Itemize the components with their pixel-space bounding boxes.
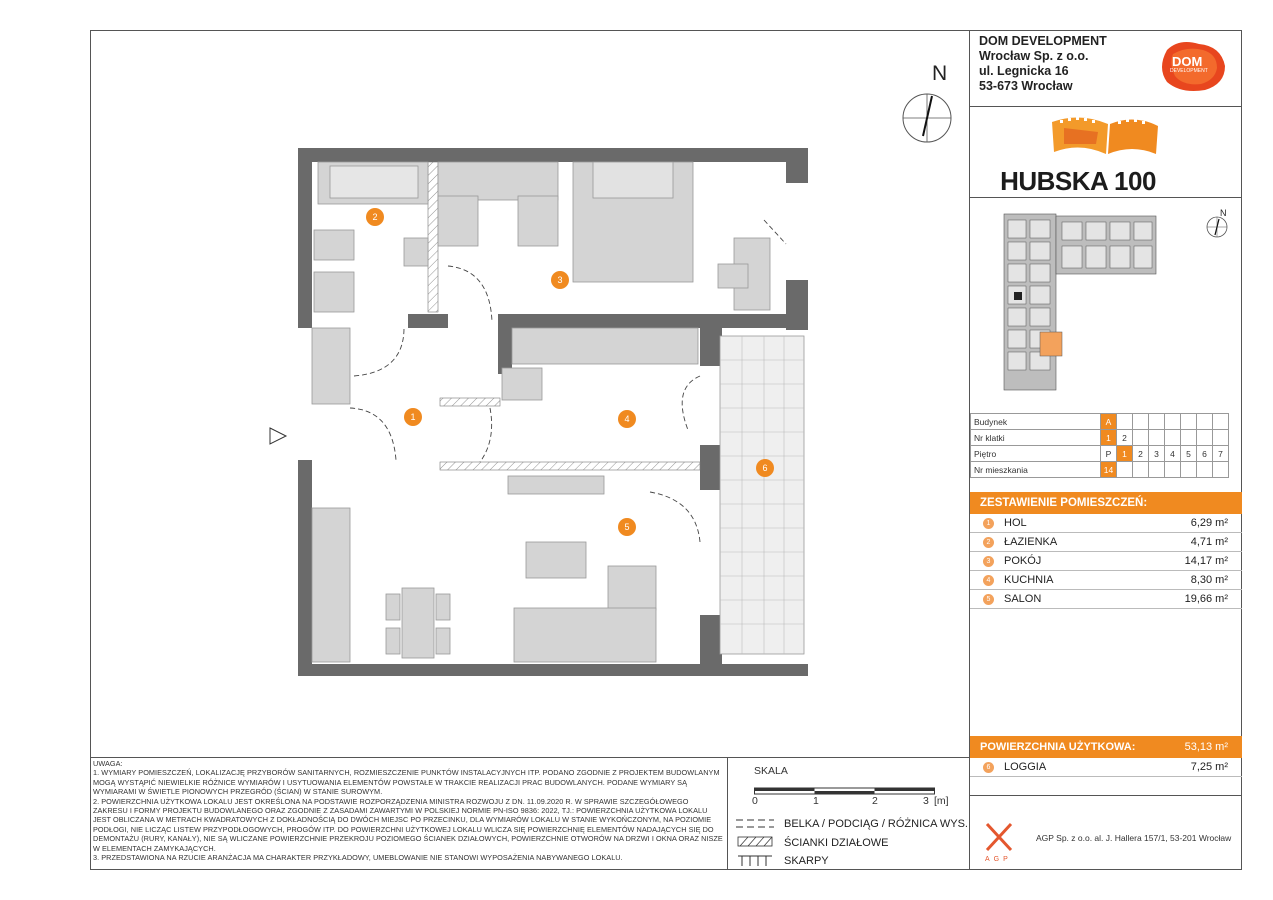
- room-number: 3: [983, 556, 994, 567]
- film-strip-graphic: [1050, 110, 1162, 160]
- room-number: 5: [983, 594, 994, 605]
- usable-area-label: POWIERZCHNIA UŻYTKOWA:: [980, 741, 1136, 753]
- legend-partition: ŚCIANKI DZIAŁOWE: [784, 837, 889, 849]
- building-row: [971, 414, 1229, 430]
- room-marker-2: 2: [366, 208, 384, 226]
- room-name: SALON: [1004, 593, 1042, 605]
- room-name: HOL: [1004, 517, 1027, 529]
- divider-title: [969, 197, 1242, 198]
- notes-block: [93, 759, 723, 862]
- loggia-area: 7,25 m²: [1190, 761, 1228, 773]
- loggia-row: [970, 758, 1242, 777]
- floor-value: 4: [1165, 446, 1181, 462]
- room-marker-5: 5: [618, 518, 636, 536]
- stairwell-row: [971, 430, 1229, 446]
- room-row: [970, 552, 1242, 571]
- room-number: 1: [983, 518, 994, 529]
- divider-agp: [969, 795, 1242, 796]
- note-3: 3. PRZEDSTAWIONA NA RZUCIE ARANŻACJA MA CHARAKTER PRZYKŁADOWY, UMEBLOWANIE NIE STANOWI WYPOSAŻENIA NABYWANEGO LOKALU.: [93, 853, 623, 863]
- loggia-number: 6: [983, 762, 994, 773]
- room-area: 19,66 m²: [1184, 593, 1228, 605]
- room-marker-4: 4: [618, 410, 636, 428]
- developer-street: ul. Legnicka 16: [979, 64, 1069, 78]
- legend-beam: BELKA / PODCIĄG / RÓŻNICA WYS.: [784, 818, 968, 830]
- developer-address: [979, 34, 1107, 94]
- room-area: 14,17 m²: [1184, 555, 1228, 567]
- agp-logo-icon: [985, 822, 1013, 852]
- floor-row: [971, 446, 1229, 462]
- floor-value: 1: [1117, 446, 1133, 462]
- logo-text: DOM: [1172, 54, 1203, 69]
- north-label: N: [932, 62, 948, 85]
- north-arrow-icon: [901, 92, 953, 144]
- north-label-small: N: [1220, 208, 1227, 218]
- stairwell-value-2: 2: [1117, 430, 1133, 446]
- room-marker-3: 3: [551, 271, 569, 289]
- floor-value: 2: [1133, 446, 1149, 462]
- room-number: 4: [983, 575, 994, 586]
- stairwell-value-1: 1: [1101, 430, 1117, 446]
- note-2: 2. POWIERZCHNIA UŻYTKOWA LOKALU JEST OKREŚLONA NA PODSTAWIE ROZPORZĄDZENIA MINISTRA ROZWOJU Z DN. 11.09.2020 R. W SPRAWIE SZCZEGÓŁOWEGO ZAKRESU I FORMY PROJEKTU BUDOWLANEGO ORAZ ZGODNIE Z ZASADAMI ZAWARTYMI W POLSKIEJ NORMIE PN-ISO 9836: 2022, TJ.: POWIERZCHNIA UŻYTKOWA LOKALU JEST OBLICZANA W METRACH KWADRATOWYCH Z DOKŁADNOŚCIĄ DO DWÓCH MIEJSC PO PRZECINKU, DLA WYMIARÓW LOKALU W STANIE WYKOŃCZONYM, NA POZIOMIE PODŁOGI, NIE LICZĄC LISTEW PRZYPODŁOGOWYCH, PROGÓW ITP. DO POWIERZCHNI UŻYTKOWEJ LOKALU WLICZA SIĘ POWIERZCHNIĘ ELEMENTÓW NADAJĄCYCH SIĘ DO DEMONTAŻU (RURY, KANAŁY), NIE SĄ WLICZANE POWIERZCHNIE PRZEKROJU POZIOMEGO ŚCIANEK DZIAŁOWYCH, POWIERZCHNIE OTWORÓW NA DRZWI I OKNA ORAZ NISZE W ELEMENTACH ZAMYKAJĄCYCH.: [93, 796, 723, 853]
- apartment-number-value: 14: [1101, 462, 1117, 478]
- room-name: KUCHNIA: [1004, 574, 1054, 586]
- room-name: ŁAZIENKA: [1004, 536, 1058, 548]
- apartment-number-label: Nr mieszkania: [971, 462, 1101, 478]
- apartment-number-row: [971, 462, 1229, 478]
- room-area: 8,30 m²: [1190, 574, 1228, 586]
- usable-area-total: [970, 736, 1242, 758]
- floor-value: 7: [1213, 446, 1229, 462]
- project-title: HUBSKA 100: [1000, 166, 1156, 196]
- floor-value: 5: [1181, 446, 1197, 462]
- notes-title: UWAGA:: [93, 759, 123, 768]
- room-row: [970, 533, 1242, 552]
- room-row: [970, 590, 1242, 609]
- agp-address: AGP Sp. z o.o. al. J. Hallera 157/1, 53-201 Wrocław: [1036, 833, 1232, 843]
- agp-logo-text: AGP: [985, 856, 1012, 863]
- scale-tick: 3: [923, 795, 929, 807]
- scale-unit: [m]: [934, 795, 949, 807]
- logo-subtext: DEVELOPMENT: [1170, 68, 1208, 74]
- divider-legend: [727, 757, 728, 870]
- room-marker-1: 1: [404, 408, 422, 426]
- scale-label: SKALA: [754, 765, 788, 777]
- scale-tick: 2: [872, 795, 878, 807]
- room-area: 6,29 m²: [1190, 517, 1228, 529]
- room-area: 4,71 m²: [1190, 536, 1228, 548]
- developer-city: 53-673 Wrocław: [979, 79, 1073, 93]
- divider-notes: [90, 757, 970, 758]
- building-value: A: [1101, 414, 1117, 430]
- floor-value: 6: [1197, 446, 1213, 462]
- room-marker-6: 6: [756, 459, 774, 477]
- scale-tick: 0: [752, 795, 758, 807]
- loggia-name: LOGGIA: [1004, 761, 1047, 773]
- scale-bar: [754, 786, 938, 796]
- room-row: [970, 571, 1242, 590]
- room-row: [970, 514, 1242, 533]
- scale-tick: 1: [813, 795, 819, 807]
- north-arrow-small-icon: [1206, 216, 1228, 238]
- floor-value: 3: [1149, 446, 1165, 462]
- developer-company: Wrocław Sp. z o.o.: [979, 49, 1089, 63]
- building-key-plan: [1000, 206, 1170, 402]
- legend-symbols: [736, 818, 776, 870]
- apartment-info-table: [970, 413, 1229, 478]
- stairwell-label: Nr klatki: [971, 430, 1101, 446]
- room-name: POKÓJ: [1004, 555, 1042, 567]
- rooms-heading: ZESTAWIENIE POMIESZCZEŃ:: [970, 492, 1242, 514]
- usable-area-value: 53,13 m²: [1184, 741, 1228, 753]
- floor-value: P: [1101, 446, 1117, 462]
- floor-plan: [268, 140, 818, 685]
- legend-sills: SKARPY: [784, 855, 829, 867]
- developer-name: DOM DEVELOPMENT: [979, 34, 1107, 48]
- room-number: 2: [983, 537, 994, 548]
- building-label: Budynek: [971, 414, 1101, 430]
- divider-header: [969, 106, 1242, 107]
- dom-logo: [1159, 40, 1227, 92]
- note-1: 1. WYMIARY POMIESZCZEŃ, LOKALIZACJĘ PRZYBORÓW SANITARNYCH, ROZMIESZCZENIE PUNKTÓW INSTALACYJNYCH ITP. PODANO ZGODNIE Z PROJEKTEM BUDOWLANYM MOGĄ WYSTĄPIĆ NIEWIELKIE RÓŻNICE WYMIARÓW I USYTUOWANIA ELEMENTÓW POWSTAŁE W TRAKCIE REALIZACJI PRAC BUDOWLANYCH. PODANE WYMIARY SĄ WYMIARAMI W ŚWIETLE PIONOWYCH PRZEGRÓD (ŚCIAN) W STANIE SUROWYM.: [93, 768, 720, 797]
- floor-label: Piętro: [971, 446, 1101, 462]
